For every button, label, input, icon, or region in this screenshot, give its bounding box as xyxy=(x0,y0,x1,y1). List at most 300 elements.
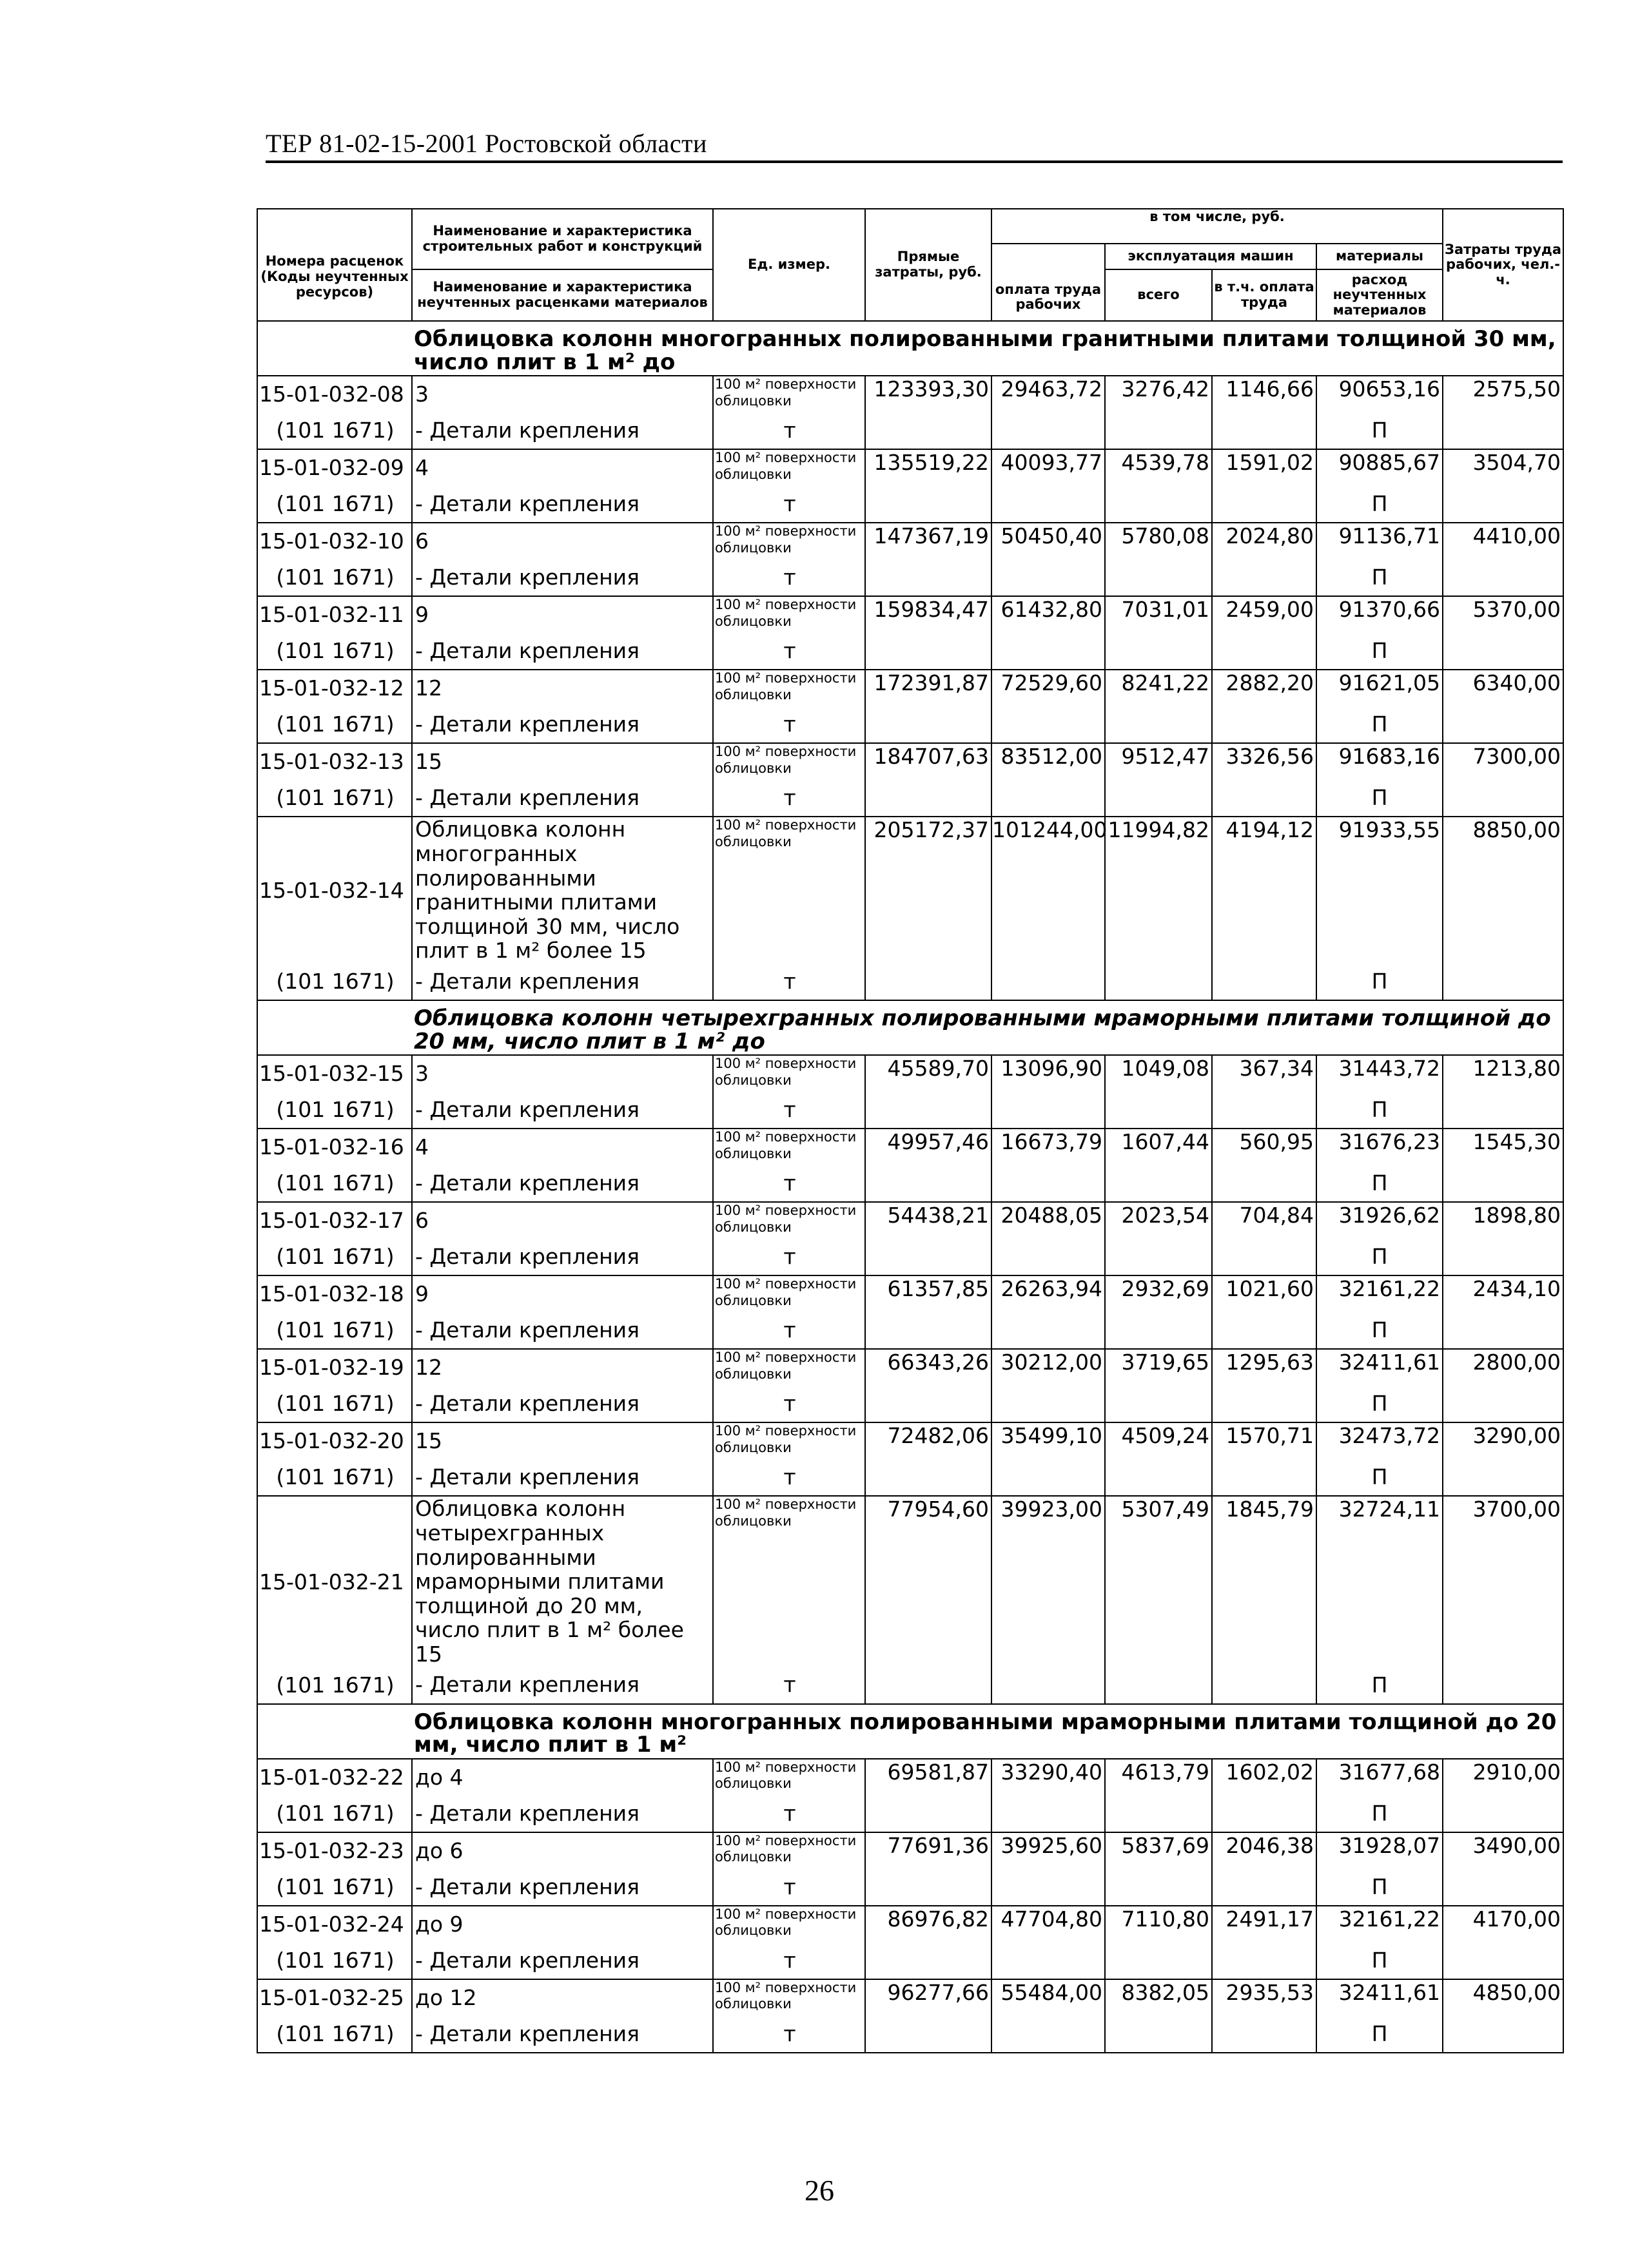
empty-cell xyxy=(865,485,991,523)
rate-code: 15-01-032-23 xyxy=(257,1832,412,1868)
empty-cell xyxy=(865,2015,991,2053)
rates-table xyxy=(257,208,1564,2053)
table-row xyxy=(257,1055,1563,1091)
unit-of-measure: 100 м² поверхности облицовки xyxy=(713,376,865,412)
resource-code: (101 1671) xyxy=(257,632,412,670)
machines-total: 2023,54 xyxy=(1105,1202,1212,1238)
labor-pay: 33290,40 xyxy=(991,1759,1105,1795)
labor-hours: 4410,00 xyxy=(1443,523,1563,559)
unit-of-measure: 100 м² поверхности облицовки xyxy=(713,1906,865,1942)
section-header-row xyxy=(257,321,1563,376)
machines-total: 3719,65 xyxy=(1105,1349,1212,1385)
empty-cell xyxy=(1212,1091,1316,1129)
header-machines-total: всего xyxy=(1105,269,1212,321)
work-name: Облицовка колонн четырехгранных полированными мраморными плитами толщиной до 20 мм, число плит в 1 м² более 15 xyxy=(412,1496,713,1666)
header-codes-top: Номера расценок xyxy=(257,209,412,269)
labor-pay: 39923,00 xyxy=(991,1496,1105,1666)
material-name: - Детали крепления xyxy=(412,1795,713,1832)
rate-code: 15-01-032-21 xyxy=(257,1496,412,1666)
empty-cell xyxy=(865,1795,991,1832)
empty-cell xyxy=(865,706,991,743)
direct-costs: 54438,21 xyxy=(865,1202,991,1238)
material-unit: т xyxy=(713,1795,865,1832)
resource-code: (101 1671) xyxy=(257,1795,412,1832)
machines-labor-pay: 2935,53 xyxy=(1212,1979,1316,2015)
labor-hours: 8850,00 xyxy=(1443,817,1563,963)
empty-cell xyxy=(1212,2015,1316,2053)
empty-cell xyxy=(865,1312,991,1349)
table-row xyxy=(257,1129,1563,1165)
empty-cell xyxy=(1105,1238,1212,1275)
material-name: - Детали крепления xyxy=(412,963,713,1000)
rate-code: 15-01-032-11 xyxy=(257,596,412,632)
empty-cell xyxy=(991,779,1105,817)
work-name: до 6 xyxy=(412,1832,713,1868)
material-unit: т xyxy=(713,1385,865,1422)
material-usage: П xyxy=(1316,1459,1443,1496)
unit-of-measure: 100 м² поверхности облицовки xyxy=(713,1832,865,1868)
empty-cell xyxy=(1443,1942,1563,1979)
empty-cell xyxy=(1443,485,1563,523)
materials: 31677,68 xyxy=(1316,1759,1443,1795)
resource-code: (101 1671) xyxy=(257,963,412,1000)
direct-costs: 61357,85 xyxy=(865,1275,991,1312)
work-name: 6 xyxy=(412,523,713,559)
material-unit: т xyxy=(713,1238,865,1275)
labor-pay: 40093,77 xyxy=(991,449,1105,485)
empty-cell xyxy=(1443,1091,1563,1129)
empty-cell xyxy=(865,1459,991,1496)
materials: 91933,55 xyxy=(1316,817,1443,963)
machines-labor-pay: 2459,00 xyxy=(1212,596,1316,632)
machines-total: 4613,79 xyxy=(1105,1759,1212,1795)
header-machines-labor: в т.ч. оплата труда xyxy=(1212,269,1316,321)
materials: 91683,16 xyxy=(1316,743,1443,779)
labor-hours: 7300,00 xyxy=(1443,743,1563,779)
machines-labor-pay: 3326,56 xyxy=(1212,743,1316,779)
empty-cell xyxy=(991,412,1105,449)
material-usage: П xyxy=(1316,1868,1443,1906)
unit-of-measure: 100 м² поверхности облицовки xyxy=(713,1759,865,1795)
machines-total: 5837,69 xyxy=(1105,1832,1212,1868)
labor-pay: 61432,80 xyxy=(991,596,1105,632)
materials: 90885,67 xyxy=(1316,449,1443,485)
machines-total: 2932,69 xyxy=(1105,1275,1212,1312)
empty-cell xyxy=(1443,1385,1563,1422)
empty-cell xyxy=(1443,1238,1563,1275)
material-name: - Детали крепления xyxy=(412,559,713,596)
resource-code: (101 1671) xyxy=(257,1091,412,1129)
machines-labor-pay: 1591,02 xyxy=(1212,449,1316,485)
table-row xyxy=(257,670,1563,706)
rate-code: 15-01-032-09 xyxy=(257,449,412,485)
direct-costs: 147367,19 xyxy=(865,523,991,559)
table-subrow xyxy=(257,1165,1563,1202)
document-title: ТЕР 81-02-15-2001 Ростовской области xyxy=(266,129,707,158)
material-name: - Детали крепления xyxy=(412,485,713,523)
material-unit: т xyxy=(713,559,865,596)
material-name: - Детали крепления xyxy=(412,779,713,817)
empty-cell xyxy=(1212,706,1316,743)
work-name: Облицовка колонн многогранных полированными гранитными плитами толщиной 30 мм, число плит в 1 м² более 15 xyxy=(412,817,713,963)
direct-costs: 159834,47 xyxy=(865,596,991,632)
direct-costs: 69581,87 xyxy=(865,1759,991,1795)
unit-of-measure: 100 м² поверхности облицовки xyxy=(713,449,865,485)
table-row xyxy=(257,1832,1563,1868)
table-row xyxy=(257,1349,1563,1385)
labor-pay: 47704,80 xyxy=(991,1906,1105,1942)
table-row xyxy=(257,596,1563,632)
materials: 32411,61 xyxy=(1316,1349,1443,1385)
material-name: - Детали крепления xyxy=(412,2015,713,2053)
direct-costs: 96277,66 xyxy=(865,1979,991,2015)
labor-hours: 3504,70 xyxy=(1443,449,1563,485)
labor-hours: 2575,50 xyxy=(1443,376,1563,412)
resource-code: (101 1671) xyxy=(257,1385,412,1422)
empty-cell xyxy=(1212,1312,1316,1349)
work-name: 3 xyxy=(412,376,713,412)
resource-code: (101 1671) xyxy=(257,1459,412,1496)
labor-pay: 30212,00 xyxy=(991,1349,1105,1385)
table-row xyxy=(257,1275,1563,1312)
direct-costs: 205172,37 xyxy=(865,817,991,963)
resource-code: (101 1671) xyxy=(257,1165,412,1202)
rate-code: 15-01-032-17 xyxy=(257,1202,412,1238)
empty-cell xyxy=(1105,632,1212,670)
unit-of-measure: 100 м² поверхности облицовки xyxy=(713,1422,865,1459)
table-subrow xyxy=(257,1091,1563,1129)
table-row xyxy=(257,376,1563,412)
material-unit: т xyxy=(713,1868,865,1906)
material-usage: П xyxy=(1316,1091,1443,1129)
empty-cell xyxy=(1212,559,1316,596)
header-including: в том числе, руб. xyxy=(991,209,1443,244)
material-name: - Детали крепления xyxy=(412,1667,713,1704)
table-body xyxy=(257,321,1563,2053)
machines-total: 1049,08 xyxy=(1105,1055,1212,1091)
empty-cell xyxy=(991,1385,1105,1422)
empty-cell xyxy=(1443,1667,1563,1704)
resource-code: (101 1671) xyxy=(257,412,412,449)
table-subrow xyxy=(257,1667,1563,1704)
unit-of-measure: 100 м² поверхности облицовки xyxy=(713,523,865,559)
resource-code: (101 1671) xyxy=(257,1312,412,1349)
material-unit: т xyxy=(713,1942,865,1979)
empty-cell xyxy=(991,559,1105,596)
header-name-top: Наименование и характеристика строительных работ и конструкций xyxy=(412,209,713,269)
machines-total: 4509,24 xyxy=(1105,1422,1212,1459)
unit-of-measure: 100 м² поверхности облицовки xyxy=(713,1202,865,1238)
empty-cell xyxy=(1105,1942,1212,1979)
material-unit: т xyxy=(713,963,865,1000)
section-header-row xyxy=(257,1000,1563,1055)
table-row xyxy=(257,1979,1563,2015)
work-name: 15 xyxy=(412,1422,713,1459)
empty-cell xyxy=(865,1942,991,1979)
materials: 31926,62 xyxy=(1316,1202,1443,1238)
material-usage: П xyxy=(1316,779,1443,817)
material-unit: т xyxy=(713,1312,865,1349)
labor-pay: 39925,60 xyxy=(991,1832,1105,1868)
header-labor-pay: оплата труда рабочих xyxy=(991,244,1105,321)
table-row xyxy=(257,1202,1563,1238)
direct-costs: 77691,36 xyxy=(865,1832,991,1868)
materials: 32473,72 xyxy=(1316,1422,1443,1459)
table-subrow xyxy=(257,632,1563,670)
resource-code: (101 1671) xyxy=(257,485,412,523)
empty-cell xyxy=(991,1238,1105,1275)
material-unit: т xyxy=(713,1091,865,1129)
machines-labor-pay: 367,34 xyxy=(1212,1055,1316,1091)
empty-cell xyxy=(1105,706,1212,743)
material-usage: П xyxy=(1316,1312,1443,1349)
machines-total: 3276,42 xyxy=(1105,376,1212,412)
header-name-bottom: Наименование и характеристика неучтенных расценками материалов xyxy=(412,269,713,321)
work-name: до 9 xyxy=(412,1906,713,1942)
empty-cell xyxy=(1212,963,1316,1000)
work-name: 6 xyxy=(412,1202,713,1238)
machines-total: 9512,47 xyxy=(1105,743,1212,779)
materials: 31443,72 xyxy=(1316,1055,1443,1091)
machines-total: 8382,05 xyxy=(1105,1979,1212,2015)
header-codes-bottom: (Коды неучтенных ресурсов) xyxy=(257,269,412,321)
materials: 90653,16 xyxy=(1316,376,1443,412)
empty-cell xyxy=(1212,412,1316,449)
empty-cell xyxy=(1105,1868,1212,1906)
empty-cell xyxy=(991,2015,1105,2053)
materials: 91136,71 xyxy=(1316,523,1443,559)
material-name: - Детали крепления xyxy=(412,1091,713,1129)
table-row xyxy=(257,1422,1563,1459)
empty-cell xyxy=(991,1868,1105,1906)
rate-code: 15-01-032-16 xyxy=(257,1129,412,1165)
work-name: до 12 xyxy=(412,1979,713,2015)
labor-pay: 55484,00 xyxy=(991,1979,1105,2015)
rate-code: 15-01-032-08 xyxy=(257,376,412,412)
materials: 91621,05 xyxy=(1316,670,1443,706)
machines-total: 11994,82 xyxy=(1105,817,1212,963)
machines-labor-pay: 1295,63 xyxy=(1212,1349,1316,1385)
unit-of-measure: 100 м² поверхности облицовки xyxy=(713,1496,865,1666)
table-subrow xyxy=(257,1238,1563,1275)
table-row xyxy=(257,1906,1563,1942)
material-name: - Детали крепления xyxy=(412,1868,713,1906)
rate-code: 15-01-032-19 xyxy=(257,1349,412,1385)
empty-cell xyxy=(1105,559,1212,596)
table-row xyxy=(257,817,1563,963)
direct-costs: 77954,60 xyxy=(865,1496,991,1666)
direct-costs: 123393,30 xyxy=(865,376,991,412)
header-materials-usage: расход неучтенных материалов xyxy=(1316,269,1443,321)
rate-code: 15-01-032-10 xyxy=(257,523,412,559)
direct-costs: 184707,63 xyxy=(865,743,991,779)
table-subrow xyxy=(257,1868,1563,1906)
empty-cell xyxy=(865,412,991,449)
machines-labor-pay: 2882,20 xyxy=(1212,670,1316,706)
labor-hours: 2910,00 xyxy=(1443,1759,1563,1795)
labor-pay: 101244,00 xyxy=(991,817,1105,963)
material-unit: т xyxy=(713,2015,865,2053)
labor-pay: 72529,60 xyxy=(991,670,1105,706)
resource-code: (101 1671) xyxy=(257,559,412,596)
unit-of-measure: 100 м² поверхности облицовки xyxy=(713,1349,865,1385)
labor-hours: 6340,00 xyxy=(1443,670,1563,706)
direct-costs: 172391,87 xyxy=(865,670,991,706)
empty-cell xyxy=(1443,1165,1563,1202)
labor-pay: 26263,94 xyxy=(991,1275,1105,1312)
materials: 32724,11 xyxy=(1316,1496,1443,1666)
empty-cell xyxy=(1212,1238,1316,1275)
material-usage: П xyxy=(1316,1795,1443,1832)
empty-cell xyxy=(1443,779,1563,817)
unit-of-measure: 100 м² поверхности облицовки xyxy=(713,596,865,632)
table-subrow xyxy=(257,779,1563,817)
empty-cell xyxy=(1212,1667,1316,1704)
material-unit: т xyxy=(713,632,865,670)
labor-hours: 3700,00 xyxy=(1443,1496,1563,1666)
header-labor-cost: Затраты труда рабочих, чел.-ч. xyxy=(1443,209,1563,321)
empty-cell xyxy=(1105,1795,1212,1832)
rate-code: 15-01-032-25 xyxy=(257,1979,412,2015)
empty-cell xyxy=(1443,1312,1563,1349)
empty-cell xyxy=(1105,779,1212,817)
material-name: - Детали крепления xyxy=(412,1238,713,1275)
table-subrow xyxy=(257,2015,1563,2053)
materials: 31676,23 xyxy=(1316,1129,1443,1165)
rate-code: 15-01-032-14 xyxy=(257,817,412,963)
materials: 91370,66 xyxy=(1316,596,1443,632)
table-subrow xyxy=(257,412,1563,449)
material-usage: П xyxy=(1316,1238,1443,1275)
material-usage: П xyxy=(1316,412,1443,449)
empty-cell xyxy=(1443,1459,1563,1496)
empty-cell xyxy=(865,1238,991,1275)
rate-code: 15-01-032-18 xyxy=(257,1275,412,1312)
machines-labor-pay: 1570,71 xyxy=(1212,1422,1316,1459)
work-name: 3 xyxy=(412,1055,713,1091)
machines-labor-pay: 704,84 xyxy=(1212,1202,1316,1238)
unit-of-measure: 100 м² поверхности облицовки xyxy=(713,1055,865,1091)
labor-hours: 1213,80 xyxy=(1443,1055,1563,1091)
empty-cell xyxy=(1443,559,1563,596)
material-name: - Детали крепления xyxy=(412,1165,713,1202)
table-subrow xyxy=(257,1385,1563,1422)
labor-pay: 20488,05 xyxy=(991,1202,1105,1238)
direct-costs: 86976,82 xyxy=(865,1906,991,1942)
labor-hours: 3290,00 xyxy=(1443,1422,1563,1459)
empty-cell xyxy=(991,632,1105,670)
empty-cell xyxy=(1105,1312,1212,1349)
material-unit: т xyxy=(713,485,865,523)
material-unit: т xyxy=(713,779,865,817)
empty-cell xyxy=(991,485,1105,523)
empty-cell xyxy=(991,1165,1105,1202)
page-number: 26 xyxy=(805,2174,834,2207)
table-subrow xyxy=(257,706,1563,743)
machines-total: 7110,80 xyxy=(1105,1906,1212,1942)
material-unit: т xyxy=(713,1459,865,1496)
empty-cell xyxy=(991,1091,1105,1129)
table-row xyxy=(257,449,1563,485)
empty-cell xyxy=(1105,1165,1212,1202)
resource-code: (101 1671) xyxy=(257,1667,412,1704)
material-name: - Детали крепления xyxy=(412,1312,713,1349)
empty-cell xyxy=(865,1091,991,1129)
labor-hours: 4850,00 xyxy=(1443,1979,1563,2015)
table-subrow xyxy=(257,963,1563,1000)
empty-cell xyxy=(1212,1459,1316,1496)
empty-cell xyxy=(991,963,1105,1000)
work-name: 12 xyxy=(412,1349,713,1385)
machines-total: 1607,44 xyxy=(1105,1129,1212,1165)
empty-cell xyxy=(865,779,991,817)
document-header xyxy=(266,127,1563,163)
material-unit: т xyxy=(713,706,865,743)
material-usage: П xyxy=(1316,559,1443,596)
empty-cell xyxy=(1212,632,1316,670)
materials: 32161,22 xyxy=(1316,1906,1443,1942)
rate-code: 15-01-032-22 xyxy=(257,1759,412,1795)
material-name: - Детали крепления xyxy=(412,632,713,670)
empty-cell xyxy=(991,1942,1105,1979)
empty-cell xyxy=(865,963,991,1000)
empty-cell xyxy=(1105,963,1212,1000)
rate-code: 15-01-032-13 xyxy=(257,743,412,779)
direct-costs: 66343,26 xyxy=(865,1349,991,1385)
direct-costs: 72482,06 xyxy=(865,1422,991,1459)
resource-code: (101 1671) xyxy=(257,2015,412,2053)
work-name: 15 xyxy=(412,743,713,779)
labor-hours: 1545,30 xyxy=(1443,1129,1563,1165)
labor-pay: 16673,79 xyxy=(991,1129,1105,1165)
material-usage: П xyxy=(1316,485,1443,523)
direct-costs: 49957,46 xyxy=(865,1129,991,1165)
material-name: - Детали крепления xyxy=(412,1385,713,1422)
empty-cell xyxy=(1443,412,1563,449)
table-subrow xyxy=(257,1942,1563,1979)
unit-of-measure: 100 м² поверхности облицовки xyxy=(713,670,865,706)
work-name: 4 xyxy=(412,1129,713,1165)
machines-total: 8241,22 xyxy=(1105,670,1212,706)
material-unit: т xyxy=(713,1667,865,1704)
material-usage: П xyxy=(1316,706,1443,743)
work-name: 9 xyxy=(412,596,713,632)
unit-of-measure: 100 м² поверхности облицовки xyxy=(713,1129,865,1165)
machines-labor-pay: 2024,80 xyxy=(1212,523,1316,559)
machines-total: 4539,78 xyxy=(1105,449,1212,485)
table-row xyxy=(257,1496,1563,1666)
empty-cell xyxy=(991,1795,1105,1832)
material-name: - Детали крепления xyxy=(412,706,713,743)
rate-code: 15-01-032-15 xyxy=(257,1055,412,1091)
table-row xyxy=(257,523,1563,559)
material-usage: П xyxy=(1316,1942,1443,1979)
empty-cell xyxy=(1212,1868,1316,1906)
table-subrow xyxy=(257,559,1563,596)
empty-cell xyxy=(865,1385,991,1422)
material-usage: П xyxy=(1316,963,1443,1000)
machines-labor-pay: 2491,17 xyxy=(1212,1906,1316,1942)
empty-cell xyxy=(1105,1385,1212,1422)
empty-cell xyxy=(991,706,1105,743)
header-materials: материалы xyxy=(1316,244,1443,269)
empty-cell xyxy=(1105,1667,1212,1704)
resource-code: (101 1671) xyxy=(257,779,412,817)
section-title: Облицовка колонн многогранных полированными мраморными плитами толщиной до 20 мм, число плит в 1 м² xyxy=(257,1704,1563,1759)
material-usage: П xyxy=(1316,1385,1443,1422)
material-name: - Детали крепления xyxy=(412,1459,713,1496)
machines-total: 5307,49 xyxy=(1105,1496,1212,1666)
